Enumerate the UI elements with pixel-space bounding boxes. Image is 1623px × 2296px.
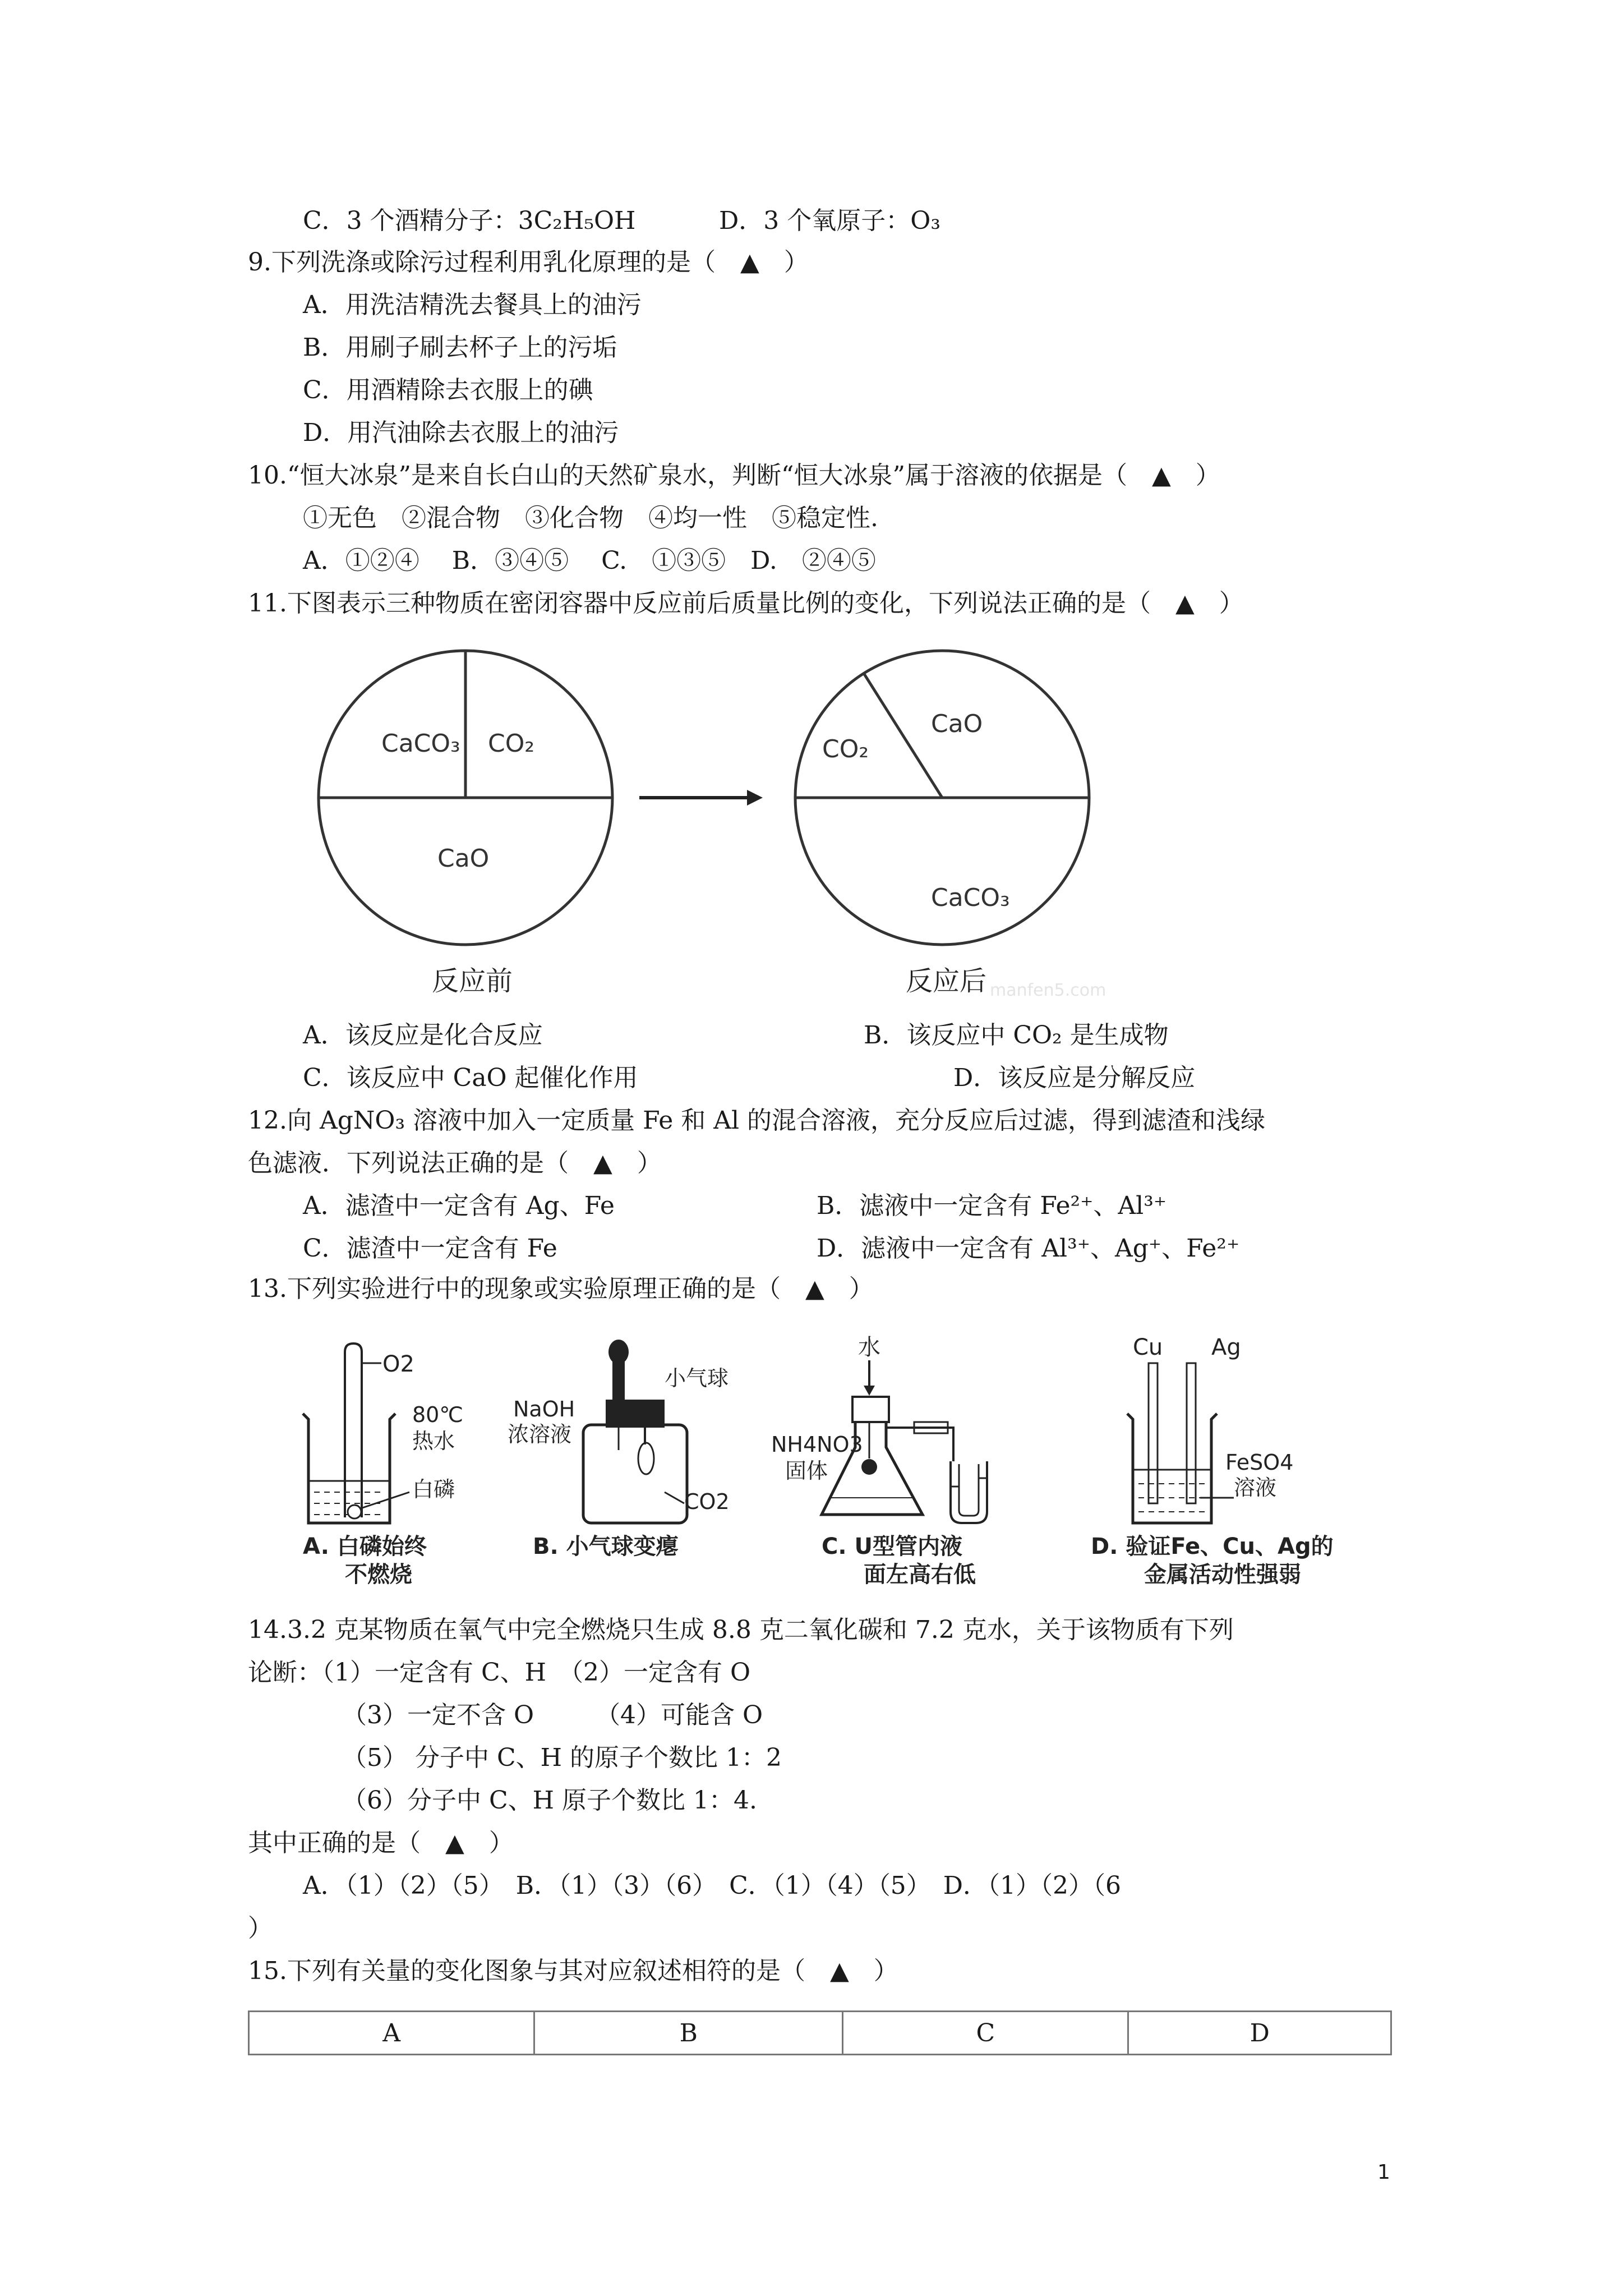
q11-option-d: D．该反应是分解反应 (953, 1064, 1196, 1092)
q14-stem-line1: 14.3.2 克某物质在氧气中完全燃烧只生成 8.8 克二氧化碳和 7.2 克水，关于该物质有下列 (248, 1616, 1234, 1644)
fig-b-caption-1: B. 小气球变瘪 (533, 1534, 679, 1559)
fig-a-white-phosphorus (303, 1343, 463, 1588)
q15-header-a: A (249, 2012, 534, 2055)
fig-d-feso4-label: FeSO4 (1225, 1450, 1294, 1475)
fig-b-naoh-label: NaOH (513, 1397, 575, 1421)
fig-c-water-label: 水 (858, 1335, 880, 1360)
q14-options: A．（1）（2）（5） B．（1）（3）（6） C．（1）（4）（5） D．（1）（2）（6 (303, 1871, 1121, 1900)
fig-b-naoh-conc-label: 浓溶液 (508, 1422, 572, 1447)
q15-header-d: D (1128, 2012, 1391, 2055)
q14-ask: 其中正确的是（ ▲ ） (248, 1829, 514, 1857)
q9-stem: 9.下列洗涤或除污过程利用乳化原理的是（ ▲ ） (248, 248, 809, 277)
fig-a-caption-2: 不燃烧 (345, 1562, 412, 1588)
pie-before-caco3-label: CaCO₃ (381, 729, 460, 758)
q14-stem-line2: 论断：（1）一定含有 C、H （2）一定含有 O (248, 1658, 751, 1687)
fig-d-metal-activity (1091, 1335, 1334, 1588)
q12-option-b: B．滤液中一定含有 Fe²⁺、Al³⁺ (817, 1191, 1167, 1220)
fig-c-nh4no3-label: NH4NO3 (771, 1432, 863, 1457)
fig-b-balloon-label: 小气球 (665, 1366, 729, 1391)
fig-b-balloon-bottle (508, 1340, 730, 1559)
fig-a-phosphorus-label: 白磷 (412, 1477, 455, 1502)
q13-stem: 13.下列实验进行中的现象或实验原理正确的是（ ▲ ） (248, 1274, 874, 1303)
q12-option-c: C．滤渣中一定含有 Fe (303, 1234, 557, 1263)
q11-option-b: B．该反应中 CO₂ 是生成物 (864, 1021, 1169, 1050)
watermark: manfen5.com (990, 981, 1106, 1000)
fig-c-caption-2: 面左高右低 (864, 1562, 976, 1588)
page-number: 1 (1377, 2161, 1390, 2184)
q9-option-d: D．用汽油除去衣服上的油污 (303, 418, 619, 447)
pie-after (795, 651, 1089, 945)
label-after: 反应后 (906, 965, 987, 997)
q13-apparatus-figure (292, 1329, 1413, 1588)
pie-after-co2-label: CO₂ (822, 735, 869, 763)
q10-items: ①无色 ②混合物 ③化合物 ④均一性 ⑤稳定性. (303, 504, 878, 532)
q15-header-c: C (843, 2012, 1128, 2055)
q8-option-d: D．3 个氧原子：O₃ (719, 206, 940, 235)
q9-option-a: A．用洗洁精洗去餐具上的油污 (303, 291, 642, 319)
fig-d-solution-label: 溶液 (1234, 1475, 1277, 1500)
q11-option-c: C．该反应中 CaO 起催化作用 (303, 1064, 638, 1092)
label-before: 反应前 (432, 965, 513, 997)
q14-options-tail: ） (248, 1914, 273, 1943)
q10-stem: 10.“恒大冰泉”是来自长白山的天然矿泉水，判断“恒大冰泉”属于溶液的依据是（ ▲ ） (248, 461, 1220, 490)
q8-option-c: C．3 个酒精分子：3C₂H₅OH (303, 206, 636, 235)
pie-after-cao-label: CaO (931, 710, 983, 738)
q9-option-c: C．用酒精除去衣服上的碘 (303, 376, 593, 404)
fig-a-o2-label: O2 (382, 1351, 414, 1377)
pie-after-caco3-label: CaCO₃ (931, 884, 1010, 912)
q10-options: A．①②④ B．③④⑤ C. ①③⑤ D. ②④⑤ (303, 546, 876, 575)
q15-stem: 15.下列有关量的变化图象与其对应叙述相符的是（ ▲ ） (248, 1957, 898, 1985)
q15-header-table (248, 2010, 1392, 2055)
q15-header-b: B (534, 2012, 843, 2055)
q9-option-b: B．用刷子刷去杯子上的污垢 (303, 333, 617, 362)
q11-pie-figure (303, 639, 1178, 1010)
q14-statement-5: （5） 分子中 C、H 的原子个数比 1：2 (342, 1743, 782, 1772)
fig-c-solid-label: 固体 (785, 1458, 828, 1483)
fig-d-ag-label: Ag (1211, 1335, 1241, 1360)
q12-stem-line1: 12.向 AgNO₃ 溶液中加入一定质量 Fe 和 Al 的混合溶液，充分反应后过滤，得到滤渣和浅绿 (248, 1106, 1266, 1135)
q12-option-a: A．滤渣中一定含有 Ag、Fe (303, 1191, 615, 1220)
pie-before-co2-label: CO₂ (488, 729, 534, 758)
pie-before (319, 651, 612, 945)
fig-c-caption-1: C. U型管内液 (822, 1534, 962, 1559)
fig-d-caption-2: 金属活动性强弱 (1144, 1562, 1301, 1588)
fig-d-cu-label: Cu (1133, 1335, 1163, 1360)
fig-a-caption-1: A. 白磷始终 (303, 1534, 427, 1559)
reaction-arrow (639, 790, 763, 806)
q14-statement-6: （6）分子中 C、H 原子个数比 1：4. (342, 1786, 757, 1815)
q12-stem-line2: 色滤液．下列说法正确的是（ ▲ ） (248, 1149, 662, 1177)
q14-statement-3-4: （3）一定不含 O （4）可能含 O (342, 1701, 763, 1729)
pie-before-cao-label: CaO (437, 844, 490, 873)
fig-a-water-label: 热水 (412, 1429, 455, 1453)
fig-a-water-temp: 80℃ (412, 1402, 464, 1427)
q12-option-d: D．滤液中一定含有 Al³⁺、Ag⁺、Fe²⁺ (817, 1234, 1240, 1263)
fig-b-co2-label: CO2 (684, 1489, 730, 1514)
q11-stem: 11.下图表示三种物质在密闭容器中反应前后质量比例的变化，下列说法正确的是（ ▲ ） (248, 589, 1244, 618)
fig-d-caption-1: D. 验证Fe、Cu、Ag的 (1091, 1534, 1334, 1559)
q11-option-a: A．该反应是化合反应 (303, 1021, 543, 1050)
fig-c-u-tube (771, 1335, 987, 1588)
